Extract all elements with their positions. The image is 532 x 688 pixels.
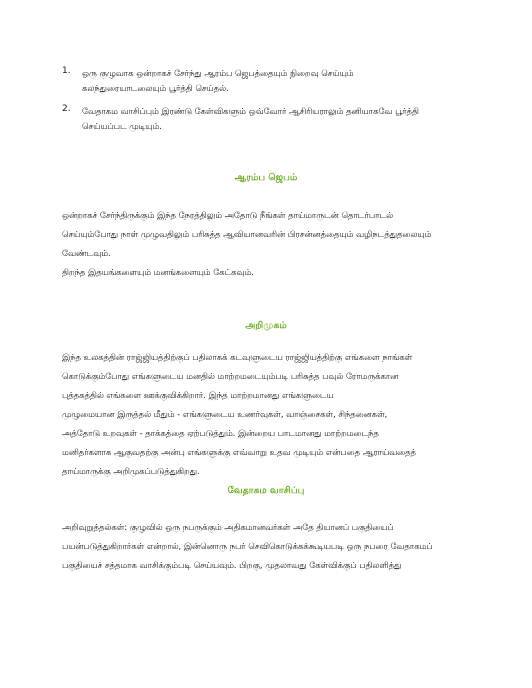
list-item-number: 2. [62, 104, 71, 114]
list-item [62, 104, 482, 134]
list-item-text-line: வேதாகம வாசிப்பும் இரண்டு கேள்விகளும் ஒவ்வோர் ஆசிரியராலும் தனியாகவே பூர்த்தி [82, 106, 419, 116]
paragraph-line: அறிவுறுத்தல்கள்: குழுவில் ஒரு நபருக்கும் அதிகமானவர்கள் அதே தியானப் பகுதியைப் [62, 522, 394, 532]
paragraph-line: கொடுக்கும்போது எங்களுடைய மனதில் மாற்றமடையும்படி பரிசுத்த பவுல் ரோமருக்கான [62, 371, 399, 381]
paragraph-line: ஒன்றாகச் சேர்ந்திருக்கும் இந்த நேரத்திலும் அதோடு நீங்கள் தாய்மாருடன் தொடர்பாடல் [62, 210, 394, 220]
list-item-number: 1. [62, 66, 71, 76]
section-heading-bible-reading: வேதாகம வாசிப்பு [227, 485, 305, 496]
list-item-text-line: ஒரு குழுவாக ஒன்றாகச் சேர்ந்து ஆரம்ப ஜெபத்தையும் நிறைவு செய்யும் [82, 68, 354, 78]
paragraph-line: செய்யும்போது நாள் முழுவதிலும் பரிசுத்த ஆவியானவரின் பிரசன்னத்தையும் வழிநடத்துதலையும் [62, 229, 432, 239]
section-heading-introduction: அறிமுகம் [245, 320, 287, 331]
paragraph-line: வேண்டவும். [62, 248, 111, 258]
list-item-text-line: செய்யப்பட முடியும். [82, 121, 162, 131]
paragraph [62, 206, 482, 263]
paragraph [62, 263, 482, 282]
paragraph-line: திறந்த இதயங்களையும் மனங்களையும் கேட்கவும். [62, 267, 254, 277]
paragraph [62, 518, 482, 575]
paragraph-line: பயன்படுத்துகிறார்கள் என்றால், இன்னொரு நபர் செவிகொடுக்கக்கூடியபடி ஒரு நபரை வேதாகமப் [62, 541, 433, 551]
numbered-list [62, 66, 482, 142]
section-heading-opening-prayer: ஆரம்ப ஜெபம் [234, 172, 298, 183]
paragraph-line: இந்த உலகத்தின் ராஜ்ஜியத்திற்குப் பதிலாகக் கடவுளுடைய ராஜ்ஜியத்திற்கு எங்களை நாங்கள் [62, 352, 413, 362]
paragraph-line: முழுமையான இருத்தல் மீதும் - எங்களுடைய உணர்வுகள், வாஞ்சைகள், சிந்தனைகள், [62, 409, 388, 419]
list-item [62, 66, 482, 96]
paragraph-line: மனிதர்களாக ஆகுவதற்கு அன்பு எங்களுக்கு எவ்வாறு உதவ முடியும் என்பதை ஆராய்வதைத் [62, 447, 417, 457]
paragraph-line: அத்தோடு உறவுகள் - தாக்கத்தை ஏற்படுத்தும். இன்றைய பாடமானது மாற்றமடைந்த [62, 428, 379, 438]
paragraph [62, 348, 482, 481]
list-item-text-line: கலந்துரையாடலையும் பூர்த்தி செய்தல். [82, 83, 229, 93]
paragraph-line: பகுதியைச் சத்தமாக வாசிக்கும்படி செய்யவும். பிறகு, முதலாவது கேள்விக்குப் பதிலளித்து [62, 560, 402, 570]
paragraph-line: தாய்மாருக்கு அறிமுகப்படுத்துகிறது. [62, 466, 200, 476]
paragraph-line: புத்தகத்தில் எங்களை ஊக்குவிக்கிறார். இந்த மாற்றமானது எங்களுடைய [62, 390, 334, 400]
